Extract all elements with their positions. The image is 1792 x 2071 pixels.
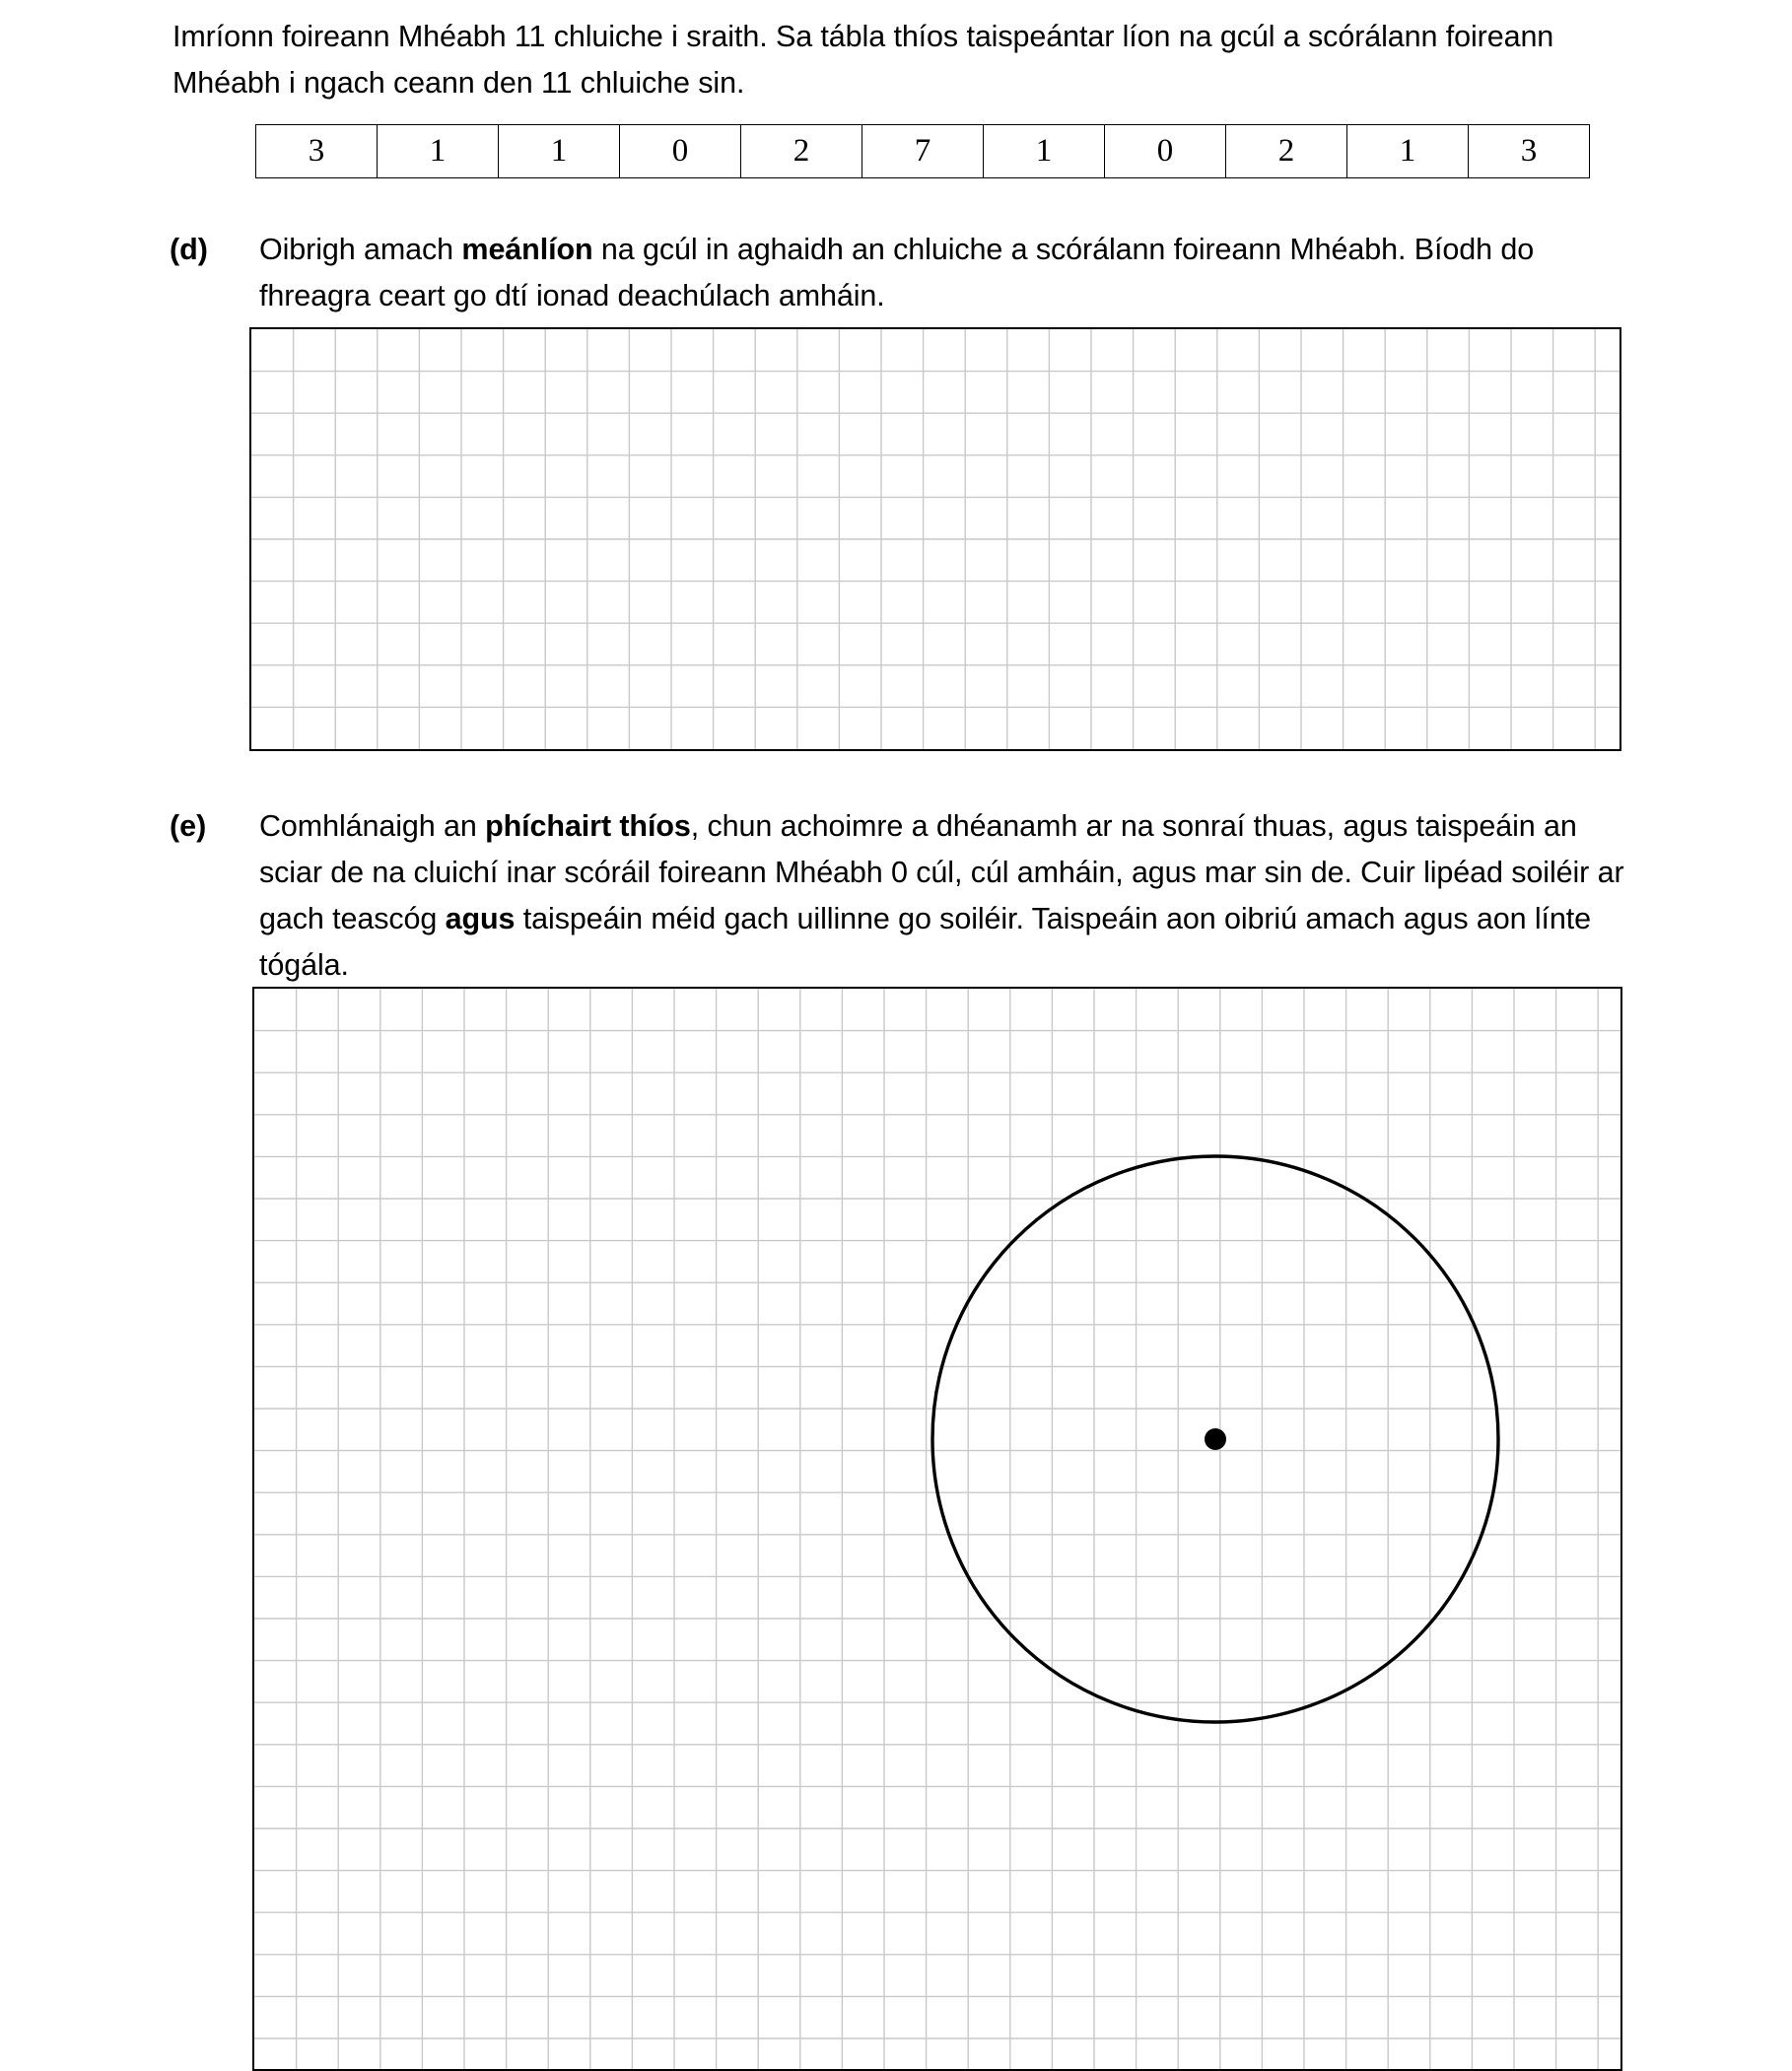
question-e-text-part3: taispeáin méid gach uillinne go soiléir. Taispeáin aon oibriú amach agus aon línte tógála. — [259, 902, 1591, 982]
table-cell: 2 — [741, 125, 862, 178]
table-cell: 3 — [256, 125, 378, 178]
question-d-text — [259, 227, 1639, 319]
question-e-text — [259, 803, 1644, 989]
question-d-bold-term: meánlíon — [461, 233, 593, 266]
question-e-bold-term-2: agus — [445, 902, 516, 935]
table-cell: 1 — [984, 125, 1105, 178]
goals-data-table — [255, 124, 1590, 178]
table-cell: 1 — [378, 125, 499, 178]
table-cell: 1 — [499, 125, 620, 178]
table-cell: 2 — [1226, 125, 1347, 178]
question-d-text-part2: na gcúl in aghaidh an chluiche a scórálann foireann Mhéabh. Bíodh do fhreagra ceart go dtí ionad deachúlach amháin. — [259, 233, 1535, 312]
question-e-bold-term-1: phíchairt thíos — [485, 809, 691, 843]
question-e-label: (e) — [170, 809, 207, 843]
grid-lines — [251, 329, 1620, 749]
question-d-label: (d) — [170, 233, 208, 266]
intro-paragraph: Imríonn foireann Mhéabh 11 chluiche i sraith. Sa tábla thíos taispeántar líon na gcúl a scórálann foireann Mhéabh i ngach ceann den 11 chluiche sin. — [172, 20, 1554, 100]
table-cell: 0 — [620, 125, 741, 178]
goals-data-table-wrap — [255, 124, 1590, 178]
pie-chart-grid[interactable] — [252, 987, 1622, 2071]
grid-lines — [254, 989, 1620, 2069]
table-cell: 3 — [1469, 125, 1590, 178]
question-e-text-part1: Comhlánaigh an — [259, 809, 486, 843]
table-row — [256, 125, 1590, 178]
question-e-text-part2: , chun achoimre a dhéanamh ar na sonraí thuas, agus taispeáin an sciar de na cluichí inar scóráil foireann Mhéabh 0 cúl, cúl amháin, agus mar sin de. Cuir lipéad soiléir ar gach teascóg — [259, 809, 1624, 935]
question-d-text-part1: Oibrigh amach — [259, 233, 462, 266]
table-cell: 7 — [862, 125, 984, 178]
table-cell: 1 — [1347, 125, 1469, 178]
table-cell: 0 — [1105, 125, 1226, 178]
answer-grid-d[interactable] — [249, 327, 1621, 751]
